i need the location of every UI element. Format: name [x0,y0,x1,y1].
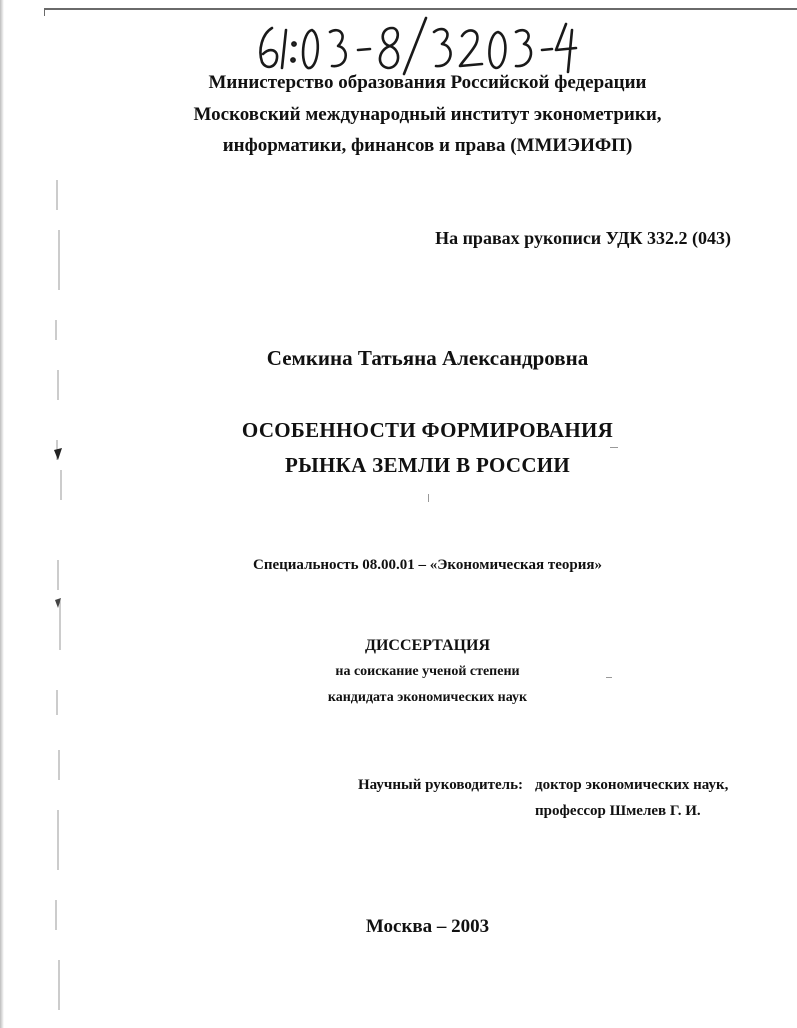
margin-scan-noise [52,170,66,1020]
degree-line1: на соискание ученой степени [335,664,520,679]
scan-top-border [44,8,797,10]
institute-name-line1: Московский международный институт эконометрики, [193,104,662,125]
scan-corner-mark [44,8,45,16]
dissertation-title-line2: РЫНКА ЗЕМЛИ В РОССИИ [284,453,571,477]
institute-name-line2: информатики, финансов и права (ММИЭИФП) [222,135,633,156]
handwritten-shelfmark [250,14,580,76]
degree-line2: кандидата экономических наук [327,690,528,705]
author-name: Семкина Татьяна Александровна [266,346,589,370]
scan-speck [606,677,612,678]
city-year: Москва – 2003 [365,916,490,937]
manuscript-udc-note: На правах рукописи УДК 332.2 (043) [435,228,731,248]
supervisor-degree: доктор экономических наук, [535,777,729,793]
specialty: Специальность 08.00.01 – «Экономическая теория» [253,557,602,573]
dissertation-title-line1: ОСОБЕННОСТИ ФОРМИРОВАНИЯ [241,418,614,442]
scan-speck [428,494,429,502]
ministry-name: Министерство образования Российской федерации [208,72,647,93]
supervisor-name: профессор Шмелев Г. И. [535,803,701,819]
scan-speck [610,447,618,448]
document-type: ДИССЕРТАЦИЯ [364,637,491,654]
supervisor-label: Научный руководитель: [358,777,523,793]
